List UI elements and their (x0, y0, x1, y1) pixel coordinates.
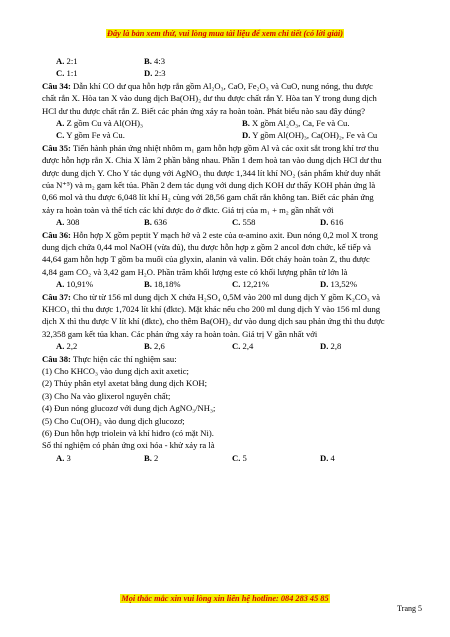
question-number: Câu 38: (42, 353, 71, 364)
question-number: Câu 37: (42, 291, 71, 302)
option: B. 18,18% (144, 279, 181, 290)
option: C. 1:1 (56, 68, 78, 79)
question-text: chất rắn X. Hòa tan X vào dung dịch Ba(OH)₂ dư thu được chất rắn Y. Hòa tan Y trong dung dịch (42, 93, 377, 104)
options-row (42, 216, 414, 228)
question-text: dịch X thì thu được V lít khí (đktc), cho thêm Ba(OH)₂ dư vào dung dịch sau phản ứng thì thu được (42, 316, 385, 327)
preview-notice-text: Đây là bản xem thử, vui lòng mua tài liệu để xem chi tiết (có lời giải) (107, 29, 343, 38)
option: D. 616 (320, 217, 344, 228)
question-number: Câu 34: (42, 80, 71, 91)
question-text: 4,84 gam CO₂ và 3,42 gam H₂O. Phần trăm khối lượng este có khối lượng phân tử lớn là (42, 266, 348, 277)
option: A. 10,91% (56, 279, 94, 290)
options-row (42, 67, 414, 79)
question-text: 44,64 gam hỗn hợp T gồm ba muối của glyxin, alanin và valin. Đốt cháy hoàn toàn Z, thu được (42, 254, 370, 265)
hotline-text: Mọi thắc mắc xin vui lòng xin liên hệ hotline: 084 283 45 85 (121, 594, 329, 603)
question-text: được hỗn hợp rắn X. Chia X làm 2 phần bằng nhau. Phần 1 đem hoà tan vào dung dịch HCl dư thu (42, 155, 382, 166)
question-36 (42, 229, 414, 291)
question-34 (42, 80, 414, 142)
option: C. 12,21% (232, 279, 270, 290)
question-text: xảy ra hoàn toàn và thể tích các khí được đo ở đktc. Giá trị của m₁ + m₂ gần nhất với (42, 204, 334, 215)
option: D. Y gồm Al(OH)₃, Ca(OH)₂, Fe và Cu (242, 130, 378, 141)
option: B. 4:3 (144, 56, 166, 66)
options-row (42, 129, 414, 141)
option: C. 558 (232, 217, 256, 228)
question-text: được dung dịch Y. Cho Y tác dụng với AgNO₃ thu được 1,344 lít khí NO₂ (sản phẩm khử duy nhất (42, 167, 381, 178)
option: D. 4 (320, 452, 335, 463)
question-37 (42, 291, 414, 353)
question-number: Câu 36: (42, 229, 71, 240)
option: A. 308 (56, 217, 80, 228)
question-38 (42, 353, 414, 465)
question-text: 0,66 mol và thu được 6,048 lít khí H₂ cùng với 28,56 gam chất rắn không tan. Biết các phản ứng (42, 192, 374, 203)
question-text: Số thí nghiệm có phản ứng oxi hóa - khử xảy ra là (42, 440, 215, 451)
options-row (42, 55, 414, 67)
question-text: KHCO₃ thì thu được 1,7024 lít khí (đktc). Mặt khác nếu cho 200 ml dung dịch Y vào 156 ml dung (42, 304, 381, 315)
question-text: của N⁺⁵) và m₂ gam kết tủa. Phần 2 đem tác dụng với dung dịch KOH dư thấy KOH phản ứng là (42, 180, 376, 190)
options-row (42, 452, 414, 464)
option: C. 5 (232, 452, 247, 463)
question-text: Hỗn hợp X gồm peptit Y mạch hở và 2 este của α-amino axit. Đun nóng 0,2 mol X trong (70, 229, 378, 240)
option: B. X gồm Al₂O₃, Ca, Fe và Cu. (242, 118, 350, 128)
option: B. 2,6 (144, 341, 165, 352)
option: D. 13,52% (320, 279, 358, 290)
option: A. Z gồm Cu và Al(OH)₃ (56, 118, 144, 128)
experiment-item: (4) Đun nóng glucozơ với dung dịch AgNO₃/NH₃; (42, 403, 216, 414)
question-text: Dẫn khí CO dư qua hỗn hợp rắn gồm Al₂O₃, CaO, Fe₂O₃ và CuO, nung nóng, thu được (70, 80, 373, 91)
option: A. 2:1 (56, 56, 78, 66)
option: B. 2 (144, 452, 159, 463)
options-row (42, 340, 414, 352)
option: B. 636 (144, 217, 167, 228)
experiment-item: (6) Đun hỗn hợp triolein và khí hiđro (có mặt Ni). (42, 428, 214, 439)
question-number: Câu 35: (42, 142, 71, 153)
experiment-item: (3) Cho Na vào glixerol nguyên chất; (42, 390, 171, 401)
question-text: HCl dư thu được chất rắn Z. Biết các phản ứng xảy ra hoàn toàn. Phát biểu nào sau đây đúng? (42, 105, 366, 116)
option: D. 2:3 (144, 68, 166, 79)
option: D. 2,8 (320, 341, 342, 352)
question-text: Tiến hành phản ứng nhiệt nhôm m₁ gam hỗn hợp gồm Al và các oxit sắt trong khí trơ thu (70, 142, 379, 153)
option: C. 2,4 (232, 341, 254, 352)
experiment-item: (5) Cho Cu(OH)₂ vào dung dịch glucozơ; (42, 415, 185, 426)
question-text: Thực hiện các thí nghiệm sau: (70, 353, 177, 364)
page-number: Trang 5 (397, 604, 422, 613)
experiment-item: (1) Cho KHCO₃ vào dung dịch axit axetic; (42, 366, 189, 377)
question-text: 32,358 gam kết tủa khan. Các phản ứng xảy ra hoàn toàn. Giá trị V gần nhất với (42, 328, 318, 339)
question-text: Cho từ từ 156 ml dung dịch X chứa H₂SO₄ 0,5M vào 200 ml dung dịch Y gồm K₂CO₃ và (70, 291, 381, 302)
options-row (42, 278, 414, 290)
option: A. 2,2 (56, 341, 78, 352)
experiment-item: (2) Thủy phân etyl axetat bằng dung dịch KOH; (42, 378, 207, 389)
document-content (42, 55, 414, 464)
hotline-banner (0, 594, 450, 603)
option: A. 3 (56, 452, 71, 463)
question-text: dung dịch chứa 0,44 mol NaOH (vừa đủ), thu được hỗn hợp z gồm 2 ancol đơn chức, kế tiếp và (42, 242, 371, 253)
question-35 (42, 142, 414, 229)
option: C. Y gồm Fe và Cu. (56, 130, 125, 141)
options-row (42, 117, 414, 129)
preview-notice-banner (0, 29, 450, 38)
